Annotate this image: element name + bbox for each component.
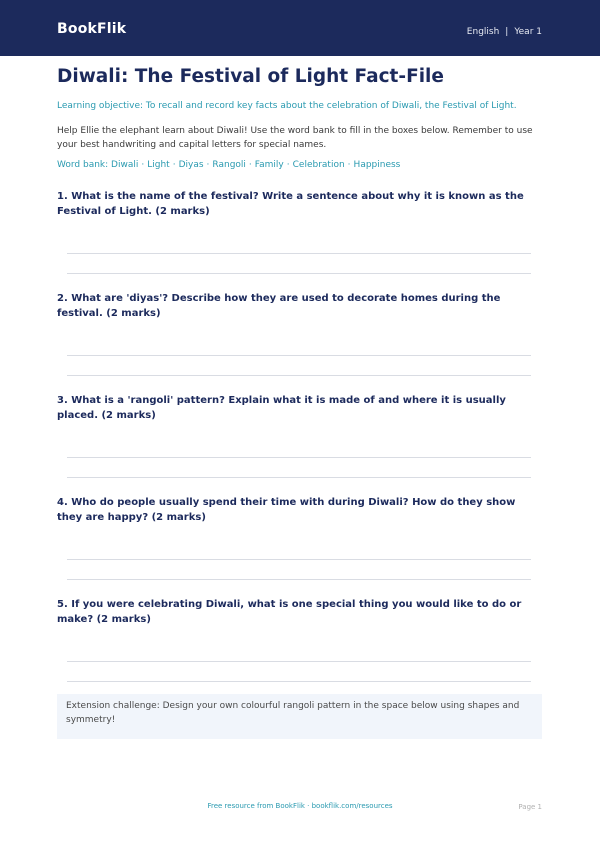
word-bank-word: Light: [147, 160, 170, 170]
question-4: 4. Who do people usually spend their time with during Diwali? How do they show they are happy? (2 marks): [57, 497, 516, 523]
page-title: Diwali: The Festival of Light Fact-File: [57, 66, 444, 87]
extension-challenge-box[interactable]: [57, 694, 542, 739]
answer-line[interactable]: [67, 273, 531, 274]
word-separator: ·: [286, 160, 290, 170]
answer-line[interactable]: [67, 457, 531, 458]
word-separator: ·: [141, 160, 145, 170]
word-separator: ·: [248, 160, 252, 170]
word-bank: [57, 160, 400, 170]
header-meta: [467, 28, 542, 37]
word-separator: ·: [347, 160, 351, 170]
word-bank-word: Diwali: [111, 160, 139, 170]
word-bank-label: Word bank:: [57, 160, 109, 170]
question-5: 5. If you were celebrating Diwali, what is one special thing you would like to do or make? (2 marks): [57, 599, 522, 625]
question-2: 2. What are 'diyas'? Describe how they are used to decorate homes during the festival. (2 marks): [57, 293, 501, 319]
word-bank-word: Diyas: [178, 160, 204, 170]
question-1: 1. What is the name of the festival? Write a sentence about why it is known as the Festival of Light. (2 marks): [57, 191, 524, 217]
answer-line[interactable]: [67, 661, 531, 662]
answer-line[interactable]: [67, 253, 531, 254]
word-separator: ·: [172, 160, 176, 170]
extension-text: Extension challenge: Design your own colourful rangoli pattern in the space below using shapes and symmetry!: [66, 701, 520, 725]
question-3: 3. What is a 'rangoli' pattern? Explain what it is made of and where it is usually placed. (2 marks): [57, 395, 506, 421]
answer-line[interactable]: [67, 579, 531, 580]
word-separator: ·: [206, 160, 210, 170]
answer-line[interactable]: [67, 375, 531, 376]
word-bank-word: Family: [254, 160, 284, 170]
intro-text: Help Ellie the elephant learn about Diwali! Use the word bank to fill in the boxes below. Remember to use your best handwriting and capital letters for special names.: [57, 126, 533, 150]
answer-line[interactable]: [67, 681, 531, 682]
word-bank-word: Rangoli: [212, 160, 246, 170]
answer-line[interactable]: [67, 355, 531, 356]
page-header: [0, 0, 600, 56]
year-label: Year 1: [514, 27, 542, 37]
word-bank-word: Happiness: [353, 160, 401, 170]
footer-resource-link[interactable]: Free resource from BookFlik · bookflik.com/resources: [207, 802, 393, 810]
word-bank-word: Celebration: [292, 160, 345, 170]
learning-objective: Learning objective: To recall and record key facts about the celebration of Diwali, the Festival of Light.: [57, 101, 517, 111]
brand-logo: BookFlik: [57, 21, 127, 37]
answer-line[interactable]: [67, 559, 531, 560]
header-separator: |: [505, 27, 509, 37]
page-number: Page 1: [518, 803, 542, 811]
answer-line[interactable]: [67, 477, 531, 478]
subject-label: English: [466, 27, 500, 37]
